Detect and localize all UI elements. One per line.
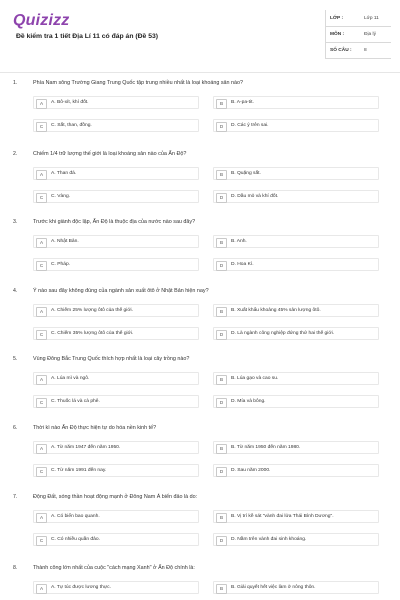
option-text: D. Nằm trên vành đai sinh khoáng.: [231, 536, 307, 542]
option-text: C. Vàng.: [51, 193, 71, 199]
question-number: 2.: [13, 151, 18, 157]
option-text: A. Bô-xít, khí đốt.: [51, 99, 89, 105]
option-letter-badge: D: [216, 398, 227, 408]
option-letter-badge: D: [216, 330, 227, 340]
option-text: B. Anh.: [231, 238, 247, 244]
meta-class-value: Lớp 11: [364, 16, 379, 21]
option-text: B. A-pa-tit.: [231, 99, 254, 105]
answer-option-d[interactable]: [213, 258, 379, 271]
option-letter-badge: C: [36, 398, 47, 408]
quizizz-logo[interactable]: Quizizz: [13, 12, 70, 29]
option-text: A. Lúa mì và ngô.: [51, 375, 90, 381]
worksheet-title: Đề kiểm tra 1 tiết Địa Lí 11 có đáp án (Đề 53): [16, 33, 159, 40]
answer-option-b[interactable]: [213, 581, 379, 594]
option-text: A. Từ năm 1947 đến năm 1950.: [51, 444, 121, 450]
question-text: Trước khi giành độc lập, Ấn Độ là thuộc địa của nước nào sau đây?: [33, 219, 196, 225]
option-text: B. Từ năm 1950 đến năm 1980.: [231, 444, 301, 450]
answer-option-a[interactable]: [33, 581, 199, 594]
option-letter-badge: A: [36, 307, 47, 317]
option-letter-badge: B: [216, 584, 227, 594]
option-letter-badge: B: [216, 513, 227, 523]
option-letter-badge: A: [36, 375, 47, 385]
answer-option-d[interactable]: [213, 327, 379, 340]
option-text: C. Sắt, than, đồng.: [51, 122, 92, 128]
question-text: Vùng Đông Bắc Trung Quốc thích hợp nhất là loại cây trồng nào?: [33, 356, 190, 362]
meta-class: [325, 10, 391, 27]
option-letter-badge: B: [216, 99, 227, 109]
question-text: Thành công lớn nhất của cuộc "cách mạng Xanh" ở Ấn Độ chính là:: [33, 565, 195, 571]
answer-option-a[interactable]: [33, 235, 199, 248]
answer-option-c[interactable]: [33, 533, 199, 546]
meta-class-key: LỚP :: [330, 16, 344, 21]
option-text: C. Thuốc lá và cà phê.: [51, 398, 100, 404]
option-letter-badge: D: [216, 467, 227, 477]
worksheet-header: [0, 0, 400, 72]
option-letter-badge: A: [36, 238, 47, 248]
option-letter-badge: B: [216, 170, 227, 180]
option-text: B. Vị trí kề sát "vành đai lửa Thái Bình Dương".: [231, 513, 334, 519]
option-text: C. Có nhiều quần đảo.: [51, 536, 100, 542]
answer-option-a[interactable]: [33, 96, 199, 109]
option-text: A. Chiếm 25% lượng ôtô của thế giới.: [51, 307, 134, 313]
option-letter-badge: C: [36, 193, 47, 203]
option-text: A. Tự túc được lương thực.: [51, 584, 111, 590]
option-text: A. Nhật Bản.: [51, 238, 79, 244]
meta-count-value: 8: [364, 48, 367, 53]
option-text: D. Là ngành công nghiệp đứng thứ hai thế giới.: [231, 330, 335, 336]
meta-subject: [325, 26, 391, 43]
option-letter-badge: C: [36, 536, 47, 546]
answer-option-d[interactable]: [213, 119, 379, 132]
answer-option-d[interactable]: [213, 190, 379, 203]
question-text: Ý nào sau đây không đúng của ngành sản xuất ôtô ở Nhật Bản hiện nay?: [33, 288, 209, 294]
option-letter-badge: C: [36, 122, 47, 132]
question-text: Động Đất, sóng thần hoạt động mạnh ở Đông Nam Á biển đảo là do:: [33, 494, 198, 500]
question-number: 7.: [13, 494, 18, 500]
question-number: 1.: [13, 80, 18, 86]
option-letter-badge: A: [36, 444, 47, 454]
option-letter-badge: B: [216, 238, 227, 248]
option-letter-badge: B: [216, 444, 227, 454]
option-text: C. Từ năm 1991 đến nay.: [51, 467, 107, 473]
question-number: 3.: [13, 219, 18, 225]
question-number: 5.: [13, 356, 18, 362]
meta-subject-value: Địa lý: [364, 32, 376, 37]
question-number: 4.: [13, 288, 18, 294]
answer-option-c[interactable]: [33, 190, 199, 203]
option-text: A. Có biển bao quanh.: [51, 513, 100, 519]
option-letter-badge: A: [36, 170, 47, 180]
option-text: D. Các ý trên sai.: [231, 122, 269, 128]
meta-count-key: SỐ CÂU :: [330, 48, 352, 53]
answer-option-c[interactable]: [33, 464, 199, 477]
option-text: B. Lúa gạo và cao su.: [231, 375, 279, 381]
option-text: A. Than đá.: [51, 170, 77, 176]
option-letter-badge: C: [36, 467, 47, 477]
answer-option-b[interactable]: [213, 235, 379, 248]
header-divider: [0, 72, 400, 73]
option-text: B. Xuất khẩu khoảng 45% sản lượng ôtô.: [231, 307, 321, 313]
option-letter-badge: B: [216, 307, 227, 317]
answer-option-b[interactable]: [213, 372, 379, 385]
option-letter-badge: D: [216, 122, 227, 132]
option-letter-badge: A: [36, 584, 47, 594]
option-letter-badge: D: [216, 261, 227, 271]
answer-option-b[interactable]: [213, 441, 379, 454]
meta-subject-key: MÔN :: [330, 32, 345, 37]
answer-option-a[interactable]: [33, 510, 199, 523]
option-text: B. Quặng sắt.: [231, 170, 261, 176]
option-text: D. Mía và bông.: [231, 398, 266, 404]
meta-count: [325, 42, 391, 59]
answer-option-b[interactable]: [213, 167, 379, 180]
answer-option-c[interactable]: [33, 327, 199, 340]
question-text: Chiếm 1/4 trữ lượng thế giới là loại khoáng sản nào của Ấn Độ?: [33, 151, 187, 157]
question-number: 8.: [13, 565, 18, 571]
option-text: D. Hoa Kì.: [231, 261, 254, 267]
option-letter-badge: C: [36, 330, 47, 340]
answer-option-b[interactable]: [213, 96, 379, 109]
option-text: C. Pháp.: [51, 261, 71, 267]
answer-option-c[interactable]: [33, 258, 199, 271]
option-letter-badge: D: [216, 193, 227, 203]
option-letter-badge: B: [216, 375, 227, 385]
answer-option-c[interactable]: [33, 119, 199, 132]
answer-option-a[interactable]: [33, 304, 199, 317]
answer-option-d[interactable]: [213, 395, 379, 408]
option-text: D. Dầu mỏ và khí đốt.: [231, 193, 279, 199]
answer-option-b[interactable]: [213, 510, 379, 523]
option-letter-badge: D: [216, 536, 227, 546]
answer-option-a[interactable]: [33, 441, 199, 454]
answer-option-b[interactable]: [213, 304, 379, 317]
answer-option-c[interactable]: [33, 395, 199, 408]
option-letter-badge: C: [36, 261, 47, 271]
option-letter-badge: A: [36, 99, 47, 109]
answer-option-d[interactable]: [213, 464, 379, 477]
question-text: Thời kì nào Ấn Độ thực hiện tự do hóa nền kinh tế?: [33, 425, 157, 431]
option-letter-badge: A: [36, 513, 47, 523]
answer-option-a[interactable]: [33, 167, 199, 180]
option-text: C. Chiếm 35% lượng ôtô của thế giới.: [51, 330, 134, 336]
question-text: Phía Nam sông Trường Giang Trung Quốc tập trung nhiều nhất là loại khoáng sản nào?: [33, 80, 244, 86]
option-text: D. Sau năm 2000.: [231, 467, 271, 473]
answer-option-a[interactable]: [33, 372, 199, 385]
option-text: B. Giải quyết hết việc làm ở nông thôn.: [231, 584, 316, 590]
question-number: 6.: [13, 425, 18, 431]
answer-option-d[interactable]: [213, 533, 379, 546]
